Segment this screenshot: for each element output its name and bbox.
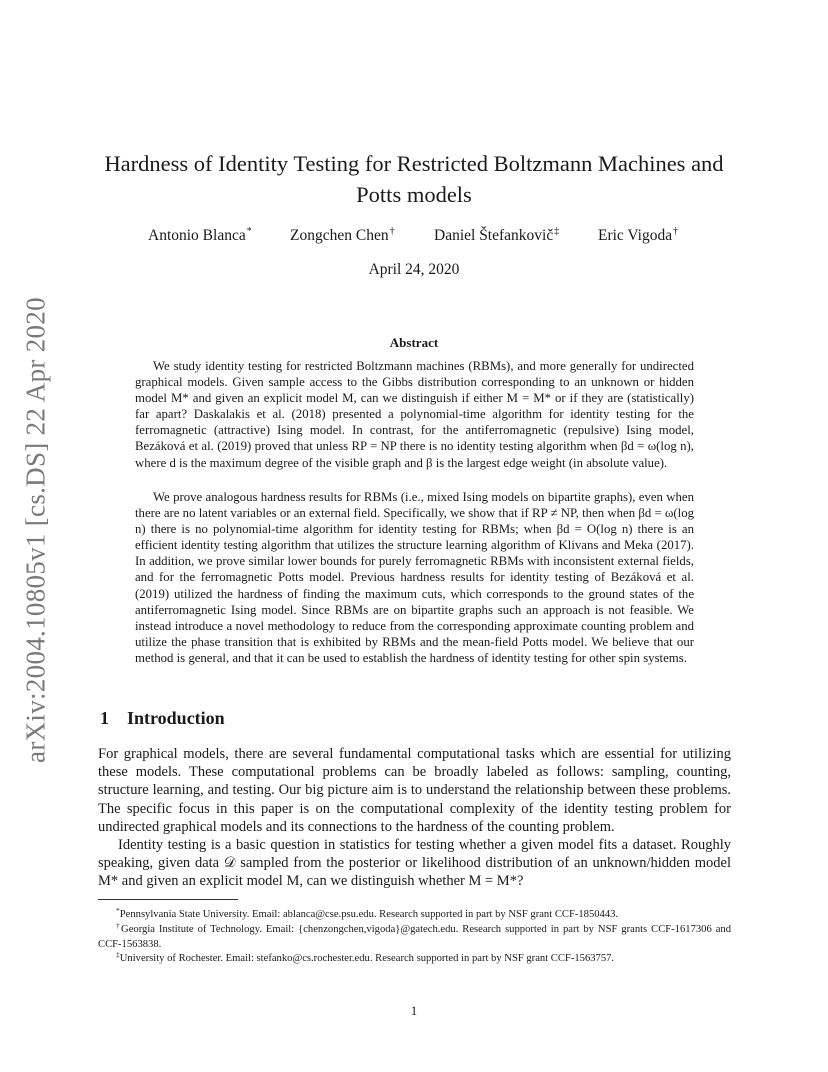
section-number: 1 — [100, 708, 109, 728]
footnote-text: University of Rochester. Email: stefanko@cs.rochester.edu. Research supported in part by NSF grant CCF-1563757. — [119, 953, 615, 964]
author-name: Antonio Blanca — [148, 227, 246, 244]
author-4 — [598, 226, 678, 245]
body-paragraph-1: For graphical models, there are several fundamental computational tasks which are essential for utilizing these models. These computational problems can be broadly labeled as follows: sampling, counting, structure learning, and testing. Our big picture aim is to understand the relationship between these problems. The specific focus in this paper is on the computational complexity of the identity testing problem for undirected graphical models and its connections to the hardness of the counting problem. — [98, 746, 731, 835]
footnote-mark: ‡ — [116, 950, 120, 959]
author-mark: † — [673, 226, 679, 237]
footnote-rule — [98, 899, 238, 900]
abstract-heading: Abstract — [389, 335, 439, 350]
abstract-paragraph-1: We study identity testing for restricted Boltzmann machines (RBMs), and more generally for undirected graphical models. Given sample access to the Gibbs distribution corresponding to an unknown or hidden model M* and given an explicit model M, can we distinguish if either M = M* or if they are (statistically) far apart? Daskalakis et al. (2018) presented a polynomial-time algorithm for identity testing for the ferromagnetic (attractive) Ising model. In contrast, for the antiferromagnetic (repulsive) Ising model, Bezáková et al. (2019) proved that unless RP = NP there is no identity testing algorithm when βd = ω(log n), where d is the maximum degree of the visible graph and β is the largest edge weight (in absolute value). — [135, 359, 694, 470]
footnote-mark: † — [116, 921, 122, 930]
author-3 — [434, 226, 559, 245]
body-paragraph-2: Identity testing is a basic question in statistics for testing whether a given model fits a dataset. Roughly speaking, given data 𝒟 sampled from the posterior or likelihood distribution of an unknown/hidden model M* and given an explicit model M, can we distinguish whether M = M*? — [98, 837, 731, 890]
section-title: Introduction — [127, 708, 225, 728]
arxiv-stamp-text: arXiv:2004.10805v1 [cs.DS] 22 Apr 2020 — [20, 297, 51, 763]
author-mark: † — [389, 226, 395, 237]
footnote-3 — [98, 948, 731, 967]
author-mark: ‡ — [554, 226, 560, 237]
author-name: Eric Vigoda — [598, 227, 673, 244]
footnote-mark: * — [116, 906, 120, 915]
author-name: Daniel Štefankovič — [434, 227, 554, 244]
section-heading — [100, 708, 225, 729]
footnote-text: Georgia Institute of Technology. Email: {chenzongchen,vigoda}@gatech.edu. Research supported in part by NSF grants CCF-1617306 and CCF-1563838. — [98, 924, 731, 950]
footnote-text: Pennsylvania State University. Email: ablanca@cse.psu.edu. Research supported in part by NSF grant CCF-1850443. — [119, 909, 619, 920]
author-mark: * — [246, 226, 252, 237]
author-1 — [148, 226, 252, 245]
paper-title: Hardness of Identity Testing for Restricted Boltzmann Machines and Potts models — [104, 151, 724, 207]
author-name: Zongchen Chen — [290, 227, 389, 244]
page-number: 1 — [410, 1003, 418, 1018]
abstract-paragraph-2: We prove analogous hardness results for RBMs (i.e., mixed Ising models on bipartite graphs), even when there are no latent variables or an external field. Specifically, we show that if RP ≠ NP, then when βd = ω(log n) there is no polynomial-time algorithm for identity testing for RBMs; when βd = O(log n) there is an efficient identity testing algorithm that utilizes the structure learning algorithm of Klivans and Meka (2017). In addition, we prove similar lower bounds for purely ferromagnetic RBMs with inconsistent external fields, and for the ferromagnetic Potts model. Previous hardness results for identity testing of Bezáková et al. (2019) utilized the hardness of finding the maximum cuts, which corresponds to the ground states of the antiferromagnetic Ising model. Since RBMs are on bipartite graphs such an approach is not feasible. We instead introduce a novel methodology to reduce from the corresponding approximate counting problem and utilize the phase transition that is exhibited by RBMs and the mean-field Potts model. We believe that our method is general, and that it can be used to establish the hardness of identity testing for other spin systems. — [135, 490, 694, 665]
paper-date: April 24, 2020 — [368, 261, 460, 278]
author-2 — [290, 226, 395, 245]
